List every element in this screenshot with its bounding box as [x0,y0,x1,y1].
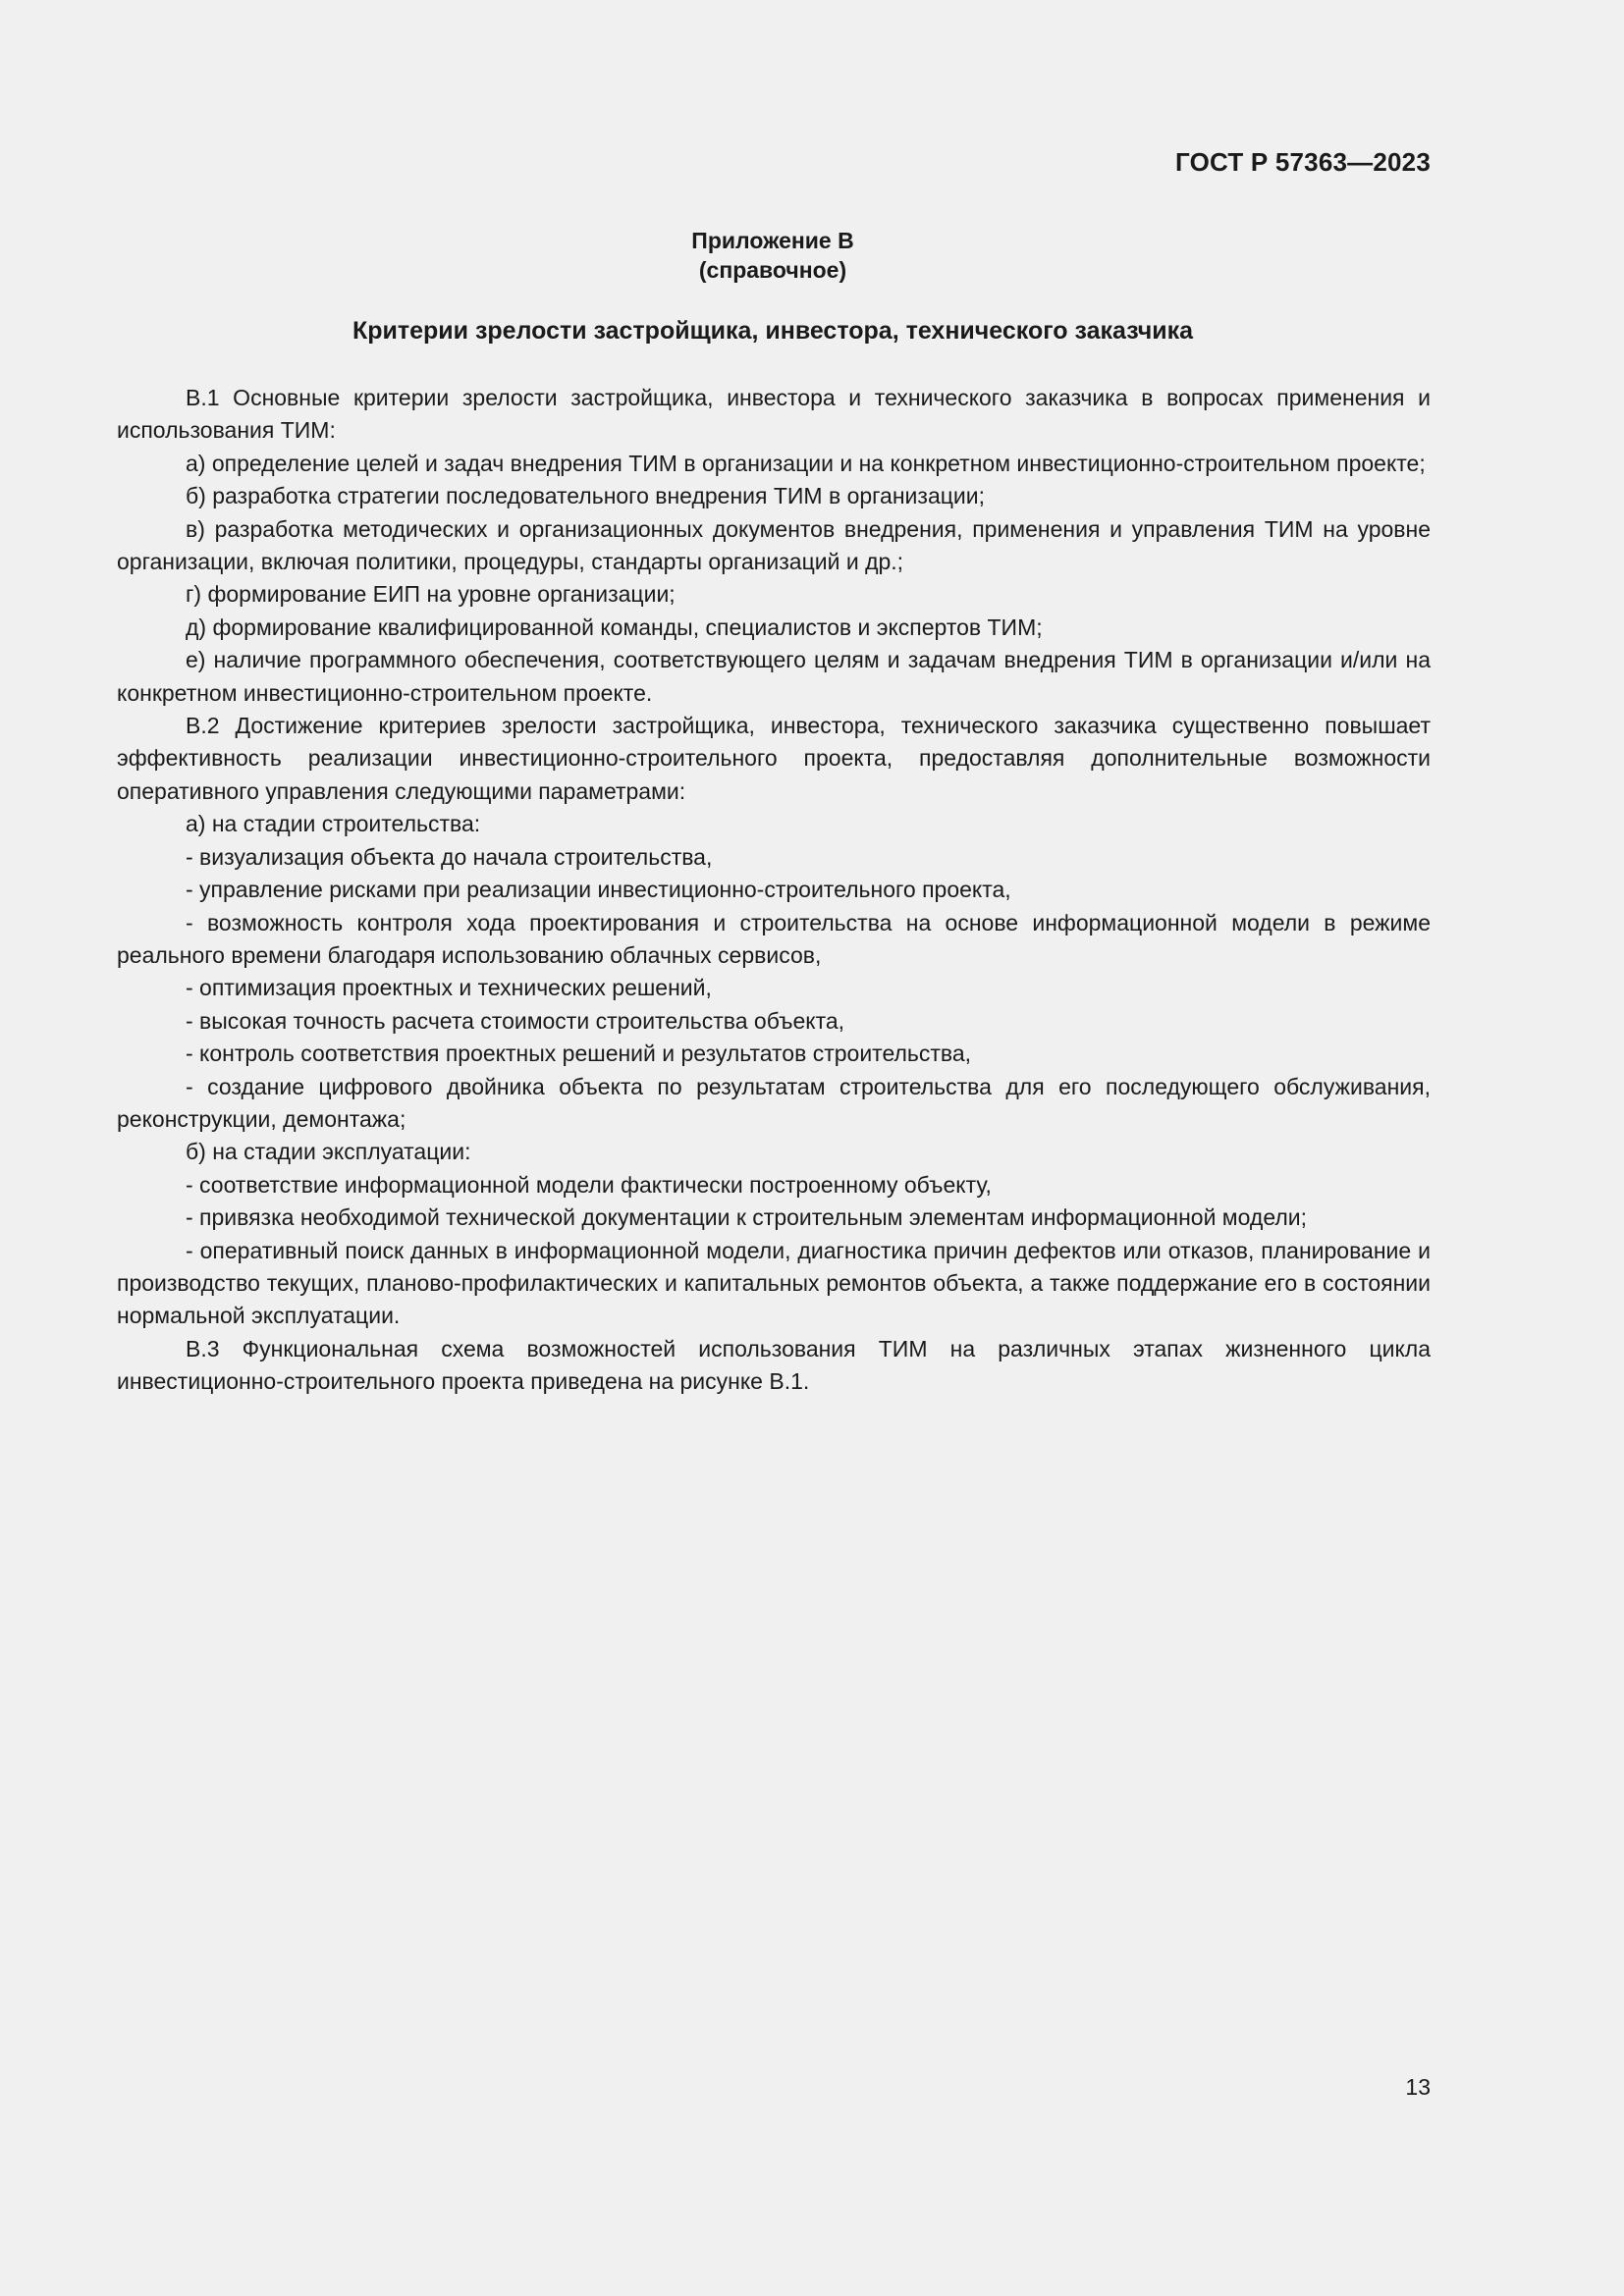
list-item: - возможность контроля хода проектирования и строительства на основе информационной модели в режиме реального времени благодаря использованию облачных сервисов, [117,909,1431,968]
list-item: - высокая точность расчета стоимости строительства объекта, [186,1007,845,1034]
body-text [117,382,1431,1399]
section-title: Критерии зрелости застройщика, инвестора, технического заказчика [352,317,1194,345]
paragraph: д) формирование квалифицированной команды, специалистов и экспертов ТИМ; [186,614,1043,640]
paragraph: В.3 Функциональная схема возможностей использования ТИМ на различных этапах жизненного цикла инвестиционно-строительного проекта приведена на рисунке В.1. [117,1335,1431,1395]
appendix-heading [0,226,1545,285]
paragraph: г) формирование ЕИП на уровне организации; [186,581,676,608]
paragraph: В.1 Основные критерии зрелости застройщика, инвестора и технического заказчика в вопросах применения и использования ТИМ: [117,385,1431,444]
paragraph: б) разработка стратегии последовательного внедрения ТИМ в организации; [186,483,985,509]
document-code: ГОСТ Р 57363—2023 [1175,147,1431,177]
list-item: - привязка необходимой технической документации к строительным элементам информационной модели; [186,1204,1308,1231]
paragraph: в) разработка методических и организационных документов внедрения, применения и управления ТИМ на уровне организации, включая политики, процедуры, стандарты организаций и др.; [117,515,1431,575]
list-item: - оптимизация проектных и технических решений, [186,975,712,1001]
list-item: - создание цифрового двойника объекта по результатам строительства для его последующего обслуживания, реконструкции, демонтажа; [117,1073,1431,1132]
paragraph: б) на стадии эксплуатации: [186,1139,471,1165]
paragraph: а) определение целей и задач внедрения ТИМ в организации и на конкретном инвестиционно-строительном проекте; [186,450,1426,476]
list-item: - контроль соответствия проектных решений и результатов строительства, [186,1041,972,1067]
appendix-kind: (справочное) [698,257,847,283]
paragraph: В.2 Достижение критериев зрелости застройщика, инвестора, технического заказчика существенно повышает эффективность реализации инвестиционно-строительного проекта, предоставляя дополнительные возможности оперативного управления следующими параметрами: [117,713,1431,804]
list-item: - оперативный поиск данных в информационной модели, диагностика причин дефектов или отказов, планирование и производство текущих, планово-профилактических и капитальных ремонтов объекта, а также поддержание его в состоянии нормальной эксплуатации. [117,1237,1431,1329]
paragraph: е) наличие программного обеспечения, соответствующего целям и задачам внедрения ТИМ в организации и/или на конкретном инвестиционно-строительном проекте. [117,647,1431,706]
list-item: - визуализация объекта до начала строительства, [186,843,713,870]
list-item: - управление рисками при реализации инвестиционно-строительного проекта, [186,877,1011,903]
appendix-label: Приложение В [691,228,854,253]
paragraph: а) на стадии строительства: [186,811,481,837]
page-number: 13 [1405,2074,1431,2100]
list-item: - соответствие информационной модели фактически построенному объекту, [186,1171,992,1198]
